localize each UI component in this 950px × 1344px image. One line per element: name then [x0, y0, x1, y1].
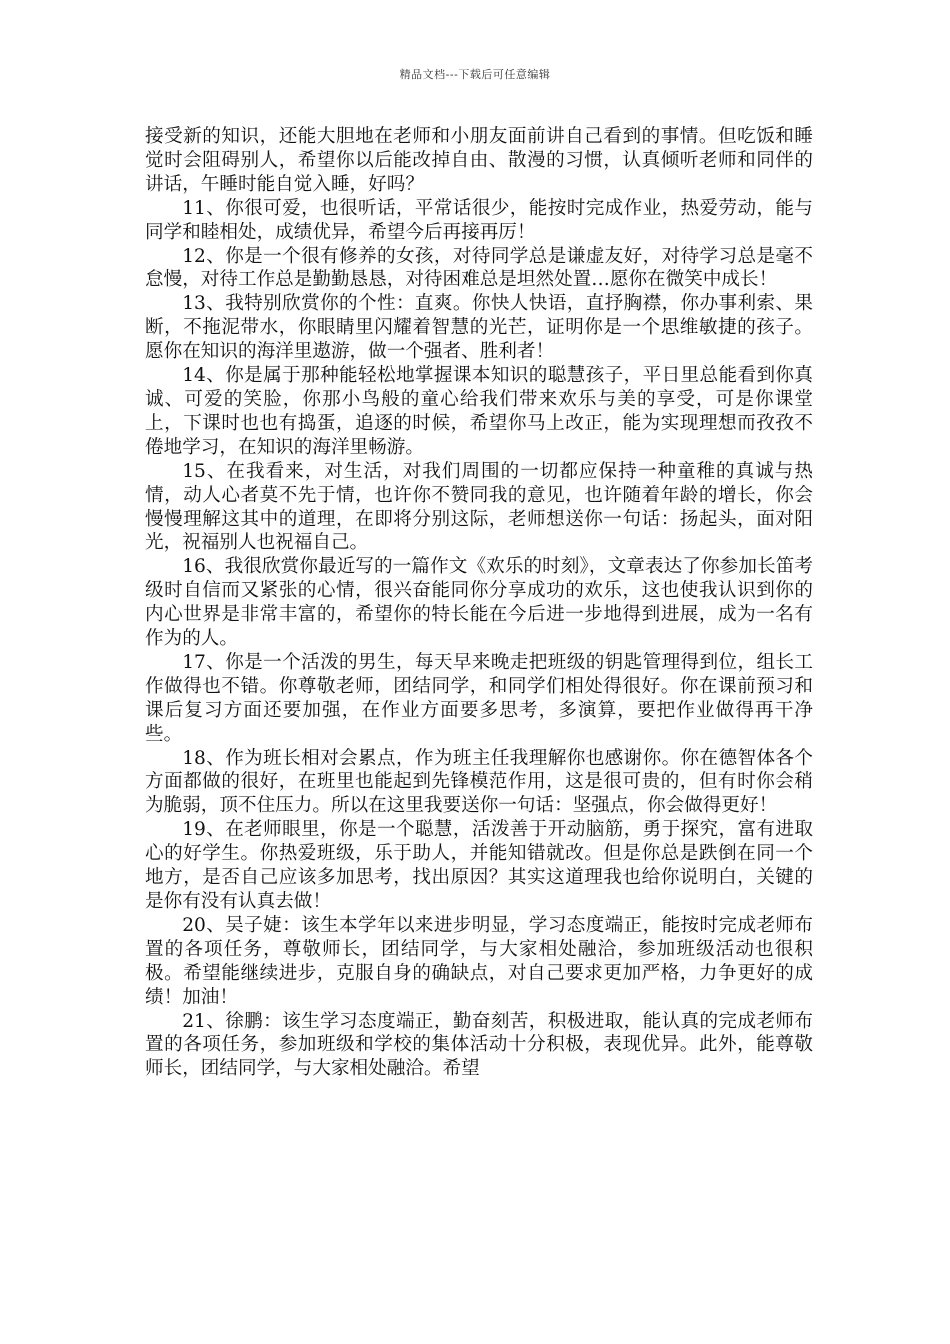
paragraph-item-21: 21、徐鹏：该生学习态度端正，勤奋刻苦，积极进取，能认真的完成老师布置的各项任务，参加班级和学校的集体活动十分积极，表现优异。此外，能尊敬师长，团结同学，与大家相处融洽。希望	[145, 1010, 813, 1080]
paragraph-item-16: 16、我很欣赏你最近写的一篇作文《欢乐的时刻》，文章表达了你参加长笛考级时自信而又紧张的心情，很兴奋能同你分享成功的欢乐，这也使我认识到你的内心世界是非常丰富的，希望你的特长能在今后进一步地得到进展，成为一名有作为的人。	[145, 556, 813, 650]
paragraph-item-11: 11、你很可爱，也很听话，平常话很少，能按时完成作业，热爱劳动，能与同学和睦相处，成绩优异，希望今后再接再厉！	[145, 197, 813, 243]
paragraph-item-19: 19、在老师眼里，你是一个聪慧，活泼善于开动脑筋，勇于探究，富有进取心的好学生。你热爱班级，乐于助人，并能知错就改。但是你总是跌倒在同一个地方，是否自己应该多加思考，找出原因？其实这道理我也给你说明白，关键的是你有没有认真去做！	[145, 819, 813, 912]
paragraph-item-12: 12、你是一个很有修养的女孩，对待同学总是谦虚友好，对待学习总是毫不怠慢，对待工作总是勤勤恳恳，对待困难总是坦然处置…愿你在微笑中成长！	[145, 245, 813, 291]
document-body	[145, 125, 813, 1081]
paragraph-item-14: 14、你是属于那种能轻松地掌握课本知识的聪慧孩子，平日里总能看到你真诚、可爱的笑脸，你那小鸟般的童心给我们带来欢乐与美的享受，可是你课堂上，下课时也也有捣蛋，追逐的时候，希望你马上改正，能为实现理想而孜孜不倦地学习，在知识的海洋里畅游。	[145, 365, 813, 458]
paragraph-continuation: 接受新的知识，还能大胆地在老师和小朋友面前讲自己看到的事情。但吃饭和睡觉时会阻碍别人，希望你以后能改掉自由、散漫的习惯，认真倾听老师和同伴的讲话，午睡时能自觉入睡，好吗？	[145, 126, 813, 195]
page-header: 精品文档---下载后可任意编辑	[399, 68, 551, 81]
paragraph-item-18: 18、作为班长相对会累点，作为班主任我理解你也感谢你。你在德智体各个方面都做的很好，在班里也能起到先锋模范作用，这是很可贵的，但有时你会稍为脆弱，顶不住压力。所以在这里我要送你一句话：坚强点，你会做得更好！	[145, 747, 813, 817]
paragraph-item-13: 13、我特别欣赏你的个性：直爽。你快人快语，直抒胸襟，你办事利索、果断，不拖泥带水，你眼睛里闪耀着智慧的光芒，证明你是一个思维敏捷的孩子。愿你在知识的海洋里遨游，做一个强者、胜利者！	[145, 293, 813, 363]
paragraph-item-17: 17、你是一个活泼的男生，每天早来晚走把班级的钥匙管理得到位，组长工作做得也不错。你尊敬老师，团结同学，和同学们相处得很好。你在课前预习和课后复习方面还要加强，在作业方面要多思考，多演算，要把作业做得再干净些。	[145, 651, 813, 745]
paragraph-item-15: 15、在我看来，对生活，对我们周围的一切都应保持一种童稚的真诚与热情，动人心者莫不先于情，也许你不赞同我的意见，也许随着年龄的增长，你会慢慢理解这其中的道理，在即将分别这际，老师想送你一句话：扬起头，面对阳光，祝福别人也祝福自己。	[145, 460, 813, 554]
paragraph-item-20: 20、吴子婕：该生本学年以来进步明显，学习态度端正，能按时完成老师布置的各项任务，尊敬师长，团结同学，与大家相处融洽，参加班级活动也很积极。希望能继续进步，克服自身的确缺点，对自己要求更加严格，力争更好的成绩！加油！	[145, 914, 813, 1008]
